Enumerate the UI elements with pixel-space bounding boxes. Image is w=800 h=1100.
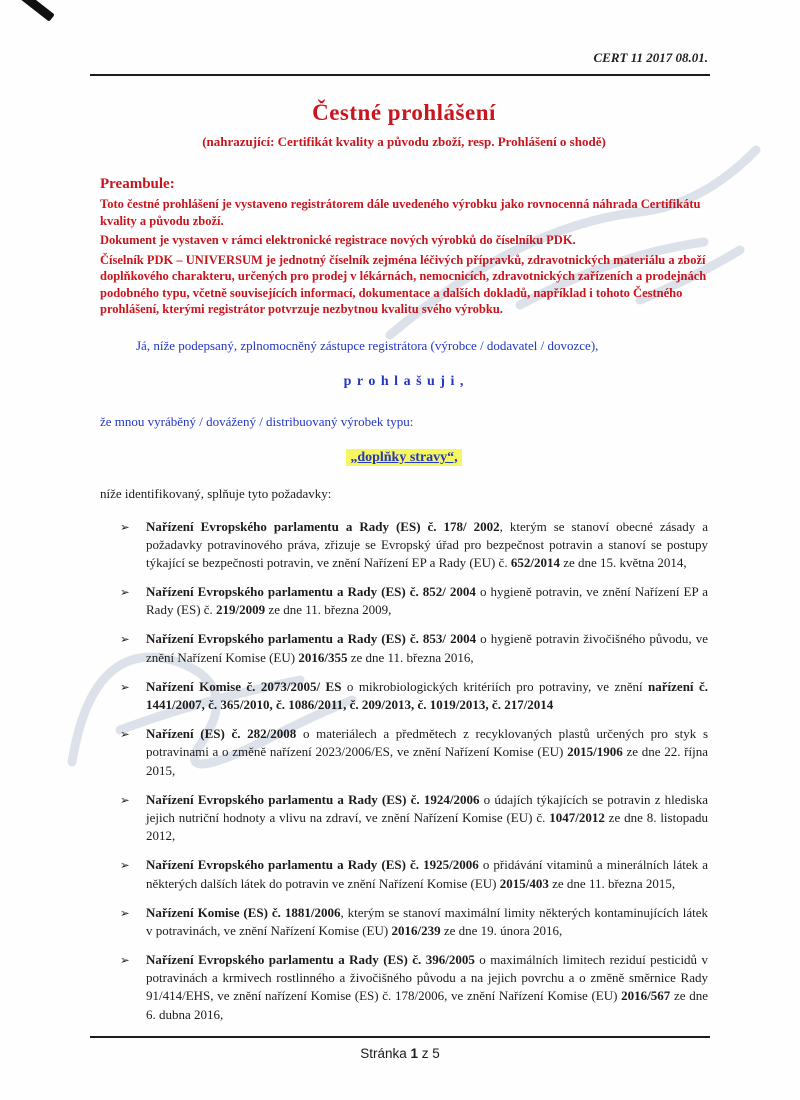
page-title: Čestné prohlášení <box>312 100 496 125</box>
requirement-item <box>120 518 708 573</box>
arrow-bullet-icon: ➢ <box>120 681 130 694</box>
requirement-text: Nařízení Evropského parlamentu a Rady (ES) č. 853/ 2004 o hygieně potravin živočišného původu, ve znění Nařízení Komise (EU) 2016/355 ze dne 11. března 2016, <box>146 631 709 665</box>
requirement-item <box>120 904 708 940</box>
preamble-heading: Preambule: <box>100 176 175 192</box>
requirement-item <box>120 791 708 846</box>
arrow-bullet-icon: ➢ <box>120 860 130 873</box>
footer-page-number: 1 <box>410 1046 418 1061</box>
requirement-item <box>120 725 708 780</box>
requirement-text: Nařízení Evropského parlamentu a Rady (ES) č. 1925/2006 o přidávání vitaminů a minerálních látek a některých dalších látek do potravin ve znění Nařízení Komise (EU) 2015/403 ze dne 11. března 2015, <box>146 857 709 891</box>
arrow-bullet-icon: ➢ <box>120 587 130 600</box>
arrow-bullet-icon: ➢ <box>120 634 130 647</box>
page-subtitle: (nahrazující: Certifikát kvality a původu zboží, resp. Prohlášení o shodě) <box>202 134 606 149</box>
arrow-bullet-icon: ➢ <box>120 907 130 920</box>
requirements-intro: níže identifikovaný, splňuje tyto požadavky: <box>100 485 332 501</box>
preamble-paragraph-2: Dokument je vystaven v rámci elektronické registrace nových výrobků do číselníku PDK. <box>100 233 576 247</box>
preamble-paragraph-3: Číselník PDK – UNIVERSUM je jednotný číselník zejména léčivých přípravků, zdravotnických materiálu a zboží doplňkového charakteru, určených pro prodej v lékárnách, nemocnicích, zdravotnických zařízeních a prodejnách podobného typu, včetně souvisejících informací, dokumentace a dalších dokladů, například i tohoto Čestného prohlášení, kterými registrátor potvrzuje nezbytnou kvalitu svého výrobku. <box>100 252 707 316</box>
arrow-bullet-icon: ➢ <box>120 955 130 968</box>
scan-artifact-mark <box>19 0 54 22</box>
requirement-text: Nařízení Komise (ES) č. 1881/2006, kterým se stanoví maximální limity některých kontaminujících látek v potravinách, ve znění Nařízení Komise (EU) 2016/239 ze dne 19. února 2016, <box>146 904 708 938</box>
header-rule <box>90 74 710 76</box>
arrow-bullet-icon: ➢ <box>120 729 130 742</box>
requirement-item <box>120 678 708 714</box>
product-type-wrap <box>100 448 708 466</box>
footer-rule <box>90 1036 710 1038</box>
requirement-item <box>120 583 708 619</box>
requirement-text: Nařízení Evropského parlamentu a Rady (ES) č. 396/2005 o maximálních limitech reziduí pesticidů v potravinách a krmivech rostlinného a živočišného původu a na jejich povrchu a o změně směrnice Rady 91/414/EHS, ve znění nařízení Komise (ES) č. 178/2006, ve znění Nařízení Komise (EU) 2016/567 ze dne 6. dubna 2016, <box>146 952 709 1022</box>
requirement-text: Nařízení (ES) č. 282/2008 o materiálech a předmětech z recyklovaných plastů určených pro styk s potravinami a o změně nařízení 2023/2006/ES, ve znění Nařízení Komise (EU) 2015/1906 ze dne 22. října 2015, <box>146 726 709 778</box>
preamble-paragraph-1: Toto čestné prohlášení je vystaveno registrátorem dále uvedeného výrobku jako rovnocenná náhrada Certifikátu kvality a původu zboží. <box>100 197 701 228</box>
document-content <box>100 50 708 1035</box>
footer-label: Stránka <box>360 1046 407 1061</box>
requirements-list <box>100 518 708 1024</box>
declaration-intro: Já, níže podepsaný, zplnomocněný zástupce registrátora (výrobce / dodavatel / dovozce), <box>136 337 599 353</box>
doc-reference: CERT 11 2017 08.01. <box>593 50 708 65</box>
page-footer <box>0 1046 800 1061</box>
declaration-verb: p r o h l a š u j i , <box>343 373 465 389</box>
product-type-highlight: „doplňky stravy“, <box>346 449 461 466</box>
requirement-item <box>120 630 708 666</box>
requirement-text: Nařízení Evropského parlamentu a Rady (ES) č. 852/ 2004 o hygieně potravin, ve znění Nařízení EP a Rady (ES) č. 219/2009 ze dne 11. března 2009, <box>146 584 709 618</box>
requirement-item <box>120 856 708 892</box>
footer-separator: z <box>421 1046 429 1061</box>
footer-total: 5 <box>432 1046 440 1061</box>
requirement-text: Nařízení Komise č. 2073/2005/ ES o mikrobiologických kritériích pro potraviny, ve znění nařízení č. 1441/2007, č. 365/2010, č. 1086/2011, č. 209/2013, č. 1019/2013, č. 217/2014 <box>146 678 709 712</box>
requirement-item <box>120 951 708 1024</box>
arrow-bullet-icon: ➢ <box>120 521 130 534</box>
product-line: že mnou vyráběný / dovážený / distribuovaný výrobek typu: <box>100 413 414 429</box>
requirement-text: Nařízení Evropského parlamentu a Rady (ES) č. 1924/2006 o údajích týkajících se potravin z hlediska jejich nutriční hodnoty a vlivu na zdraví, ve znění Nařízení Komise (EU) č. 1047/2012 ze dne 8. listopadu 2012, <box>146 791 709 844</box>
arrow-bullet-icon: ➢ <box>120 794 130 807</box>
requirement-text: Nařízení Evropského parlamentu a Rady (ES) č. 178/ 2002, kterým se stanoví obecné zásady a požadavky potravinového práva, zřizuje se Evropský úřad pro bezpečnost potravin a stanoví se postupy týkající se bezpečnosti potravin, ve znění Nařízení EP a Rady (EU) č. 652/2014 ze dne 15. května 2014, <box>146 518 709 570</box>
